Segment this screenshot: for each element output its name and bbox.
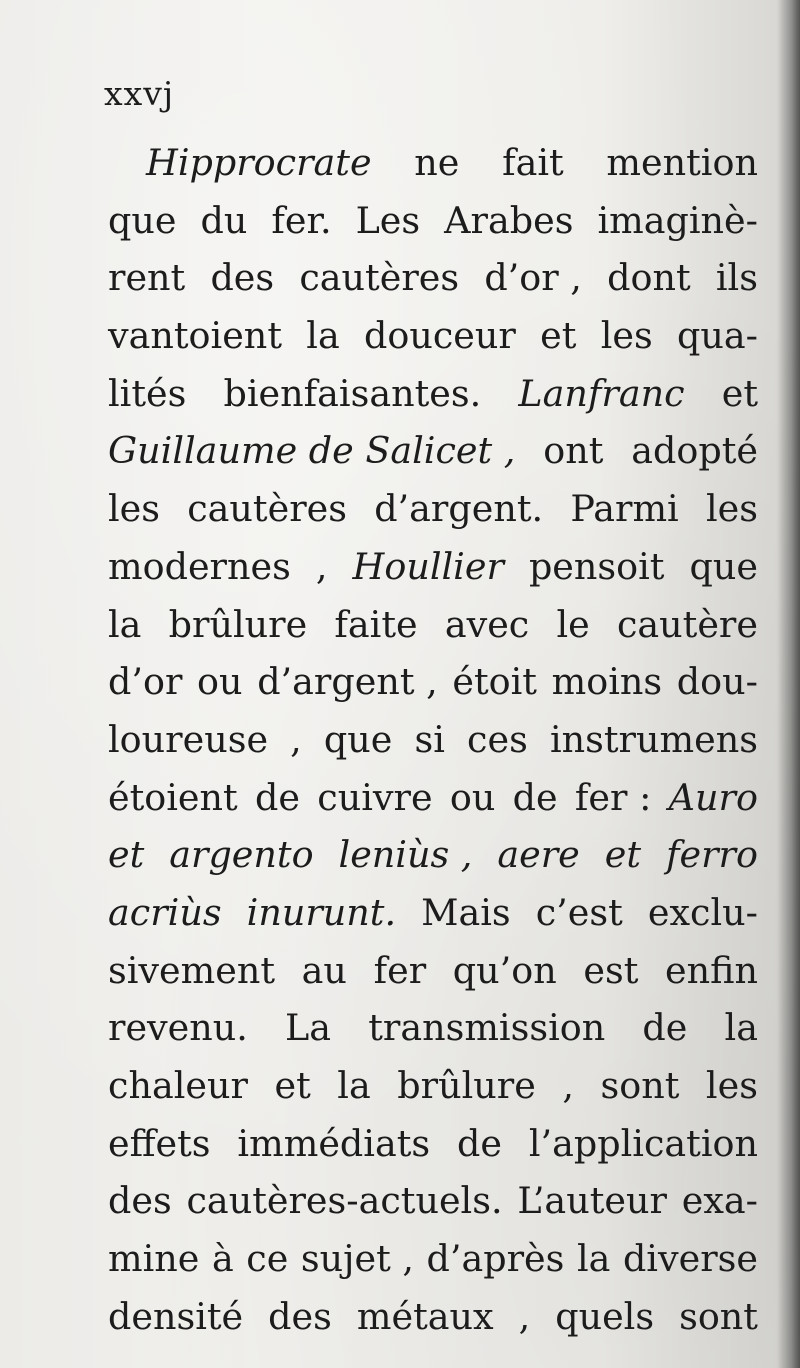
word: la <box>724 1006 758 1050</box>
word: est <box>583 948 639 992</box>
page-number: xxvj <box>104 74 175 113</box>
text-line <box>108 365 758 423</box>
word: d’argent , <box>257 660 438 704</box>
word: moins <box>551 660 663 704</box>
word: modernes <box>108 544 291 588</box>
word: dou- <box>676 660 758 704</box>
text-line <box>108 1172 758 1230</box>
italic-word: argento <box>169 833 314 877</box>
italic-word: inurunt. <box>246 890 397 934</box>
word: de <box>255 775 300 819</box>
word: chaleur <box>108 1064 248 1107</box>
word: c’est <box>535 890 623 934</box>
word: des <box>268 1294 332 1338</box>
italic-word: Houllier <box>352 544 504 588</box>
text-line <box>108 942 758 1000</box>
word: métaux <box>356 1294 494 1338</box>
word: les <box>705 1064 758 1107</box>
word: faite <box>334 602 418 646</box>
italic-word: aere <box>497 833 580 877</box>
word: fer. <box>271 198 332 242</box>
text-line <box>108 422 758 480</box>
word: mine <box>108 1237 200 1281</box>
word: quels <box>555 1294 655 1338</box>
word: sujet , <box>300 1237 414 1281</box>
word: l’application <box>528 1121 758 1165</box>
word: instrumens <box>549 717 758 761</box>
word: ils <box>715 256 758 300</box>
word: étoit <box>452 660 537 704</box>
word: le <box>556 602 590 646</box>
word: de <box>642 1006 688 1050</box>
word: adopté <box>631 429 758 473</box>
word: avec <box>444 602 530 646</box>
word: diverse <box>622 1237 758 1281</box>
word: des <box>210 256 275 300</box>
page-edge-shadow <box>778 0 800 1368</box>
word: sont <box>679 1294 758 1338</box>
italic-word: Guillaume de Salicet , <box>108 429 516 473</box>
italic-word: Auro <box>668 775 758 819</box>
word: Parmi <box>570 487 679 531</box>
word: revenu. <box>108 1006 248 1050</box>
word: , <box>518 1294 531 1338</box>
text-line <box>108 1230 758 1288</box>
word: les <box>108 487 161 531</box>
word: si <box>414 717 445 761</box>
word: les <box>600 314 653 358</box>
italic-word: ferro <box>665 833 758 877</box>
word: et <box>274 1064 311 1107</box>
text-line <box>108 769 758 827</box>
italic-word: Lanfranc <box>518 371 685 415</box>
word: enfin <box>665 948 758 992</box>
word: ne <box>414 141 460 184</box>
word: mention <box>606 141 758 184</box>
word: effets <box>108 1121 211 1165</box>
word: sont <box>600 1064 680 1107</box>
word: rent <box>108 256 186 300</box>
word: imaginè- <box>597 198 758 242</box>
word: fait <box>502 141 564 184</box>
word: brûlure <box>168 602 308 646</box>
word: ces <box>467 717 528 761</box>
word: que <box>323 717 393 761</box>
word: cautère <box>616 602 758 646</box>
word: au <box>301 948 347 992</box>
text-line <box>108 192 758 250</box>
word: qua- <box>676 314 758 358</box>
italic-word: leniùs , <box>338 833 473 877</box>
word: L’auteur <box>517 1179 667 1223</box>
text-line <box>108 653 758 711</box>
italic-word: et <box>108 833 145 877</box>
word: Les <box>355 198 421 242</box>
word: , <box>315 544 328 588</box>
word: ont <box>543 429 604 473</box>
word: ou <box>197 660 243 704</box>
word: que <box>108 198 177 242</box>
text-line <box>108 1057 758 1115</box>
word: bienfaisantes. <box>223 371 482 415</box>
italic-word: Hipprocrate <box>146 141 372 184</box>
text-line <box>108 596 758 654</box>
word: douceur <box>363 314 516 358</box>
word: La <box>285 1006 332 1050</box>
italic-word: et <box>604 833 642 877</box>
word: cautères <box>187 487 347 531</box>
text-line <box>108 307 758 365</box>
word: la <box>576 1237 611 1281</box>
text-line <box>108 134 758 192</box>
word: la <box>306 314 340 358</box>
word: cautères <box>299 256 460 300</box>
word: Mais <box>421 890 511 934</box>
text-line <box>108 826 758 884</box>
word: transmission <box>368 1006 606 1050</box>
text-line <box>108 1115 758 1173</box>
word: dont <box>607 256 691 300</box>
word: , <box>562 1064 574 1107</box>
word: ce <box>246 1237 289 1281</box>
text-line <box>108 999 758 1057</box>
word: de <box>512 775 558 819</box>
word: d’or , <box>484 256 582 300</box>
italic-word: acriùs <box>108 890 222 934</box>
word: d’or <box>108 660 183 704</box>
word: fer <box>373 948 427 992</box>
word: du <box>200 198 248 242</box>
text-line <box>108 538 758 596</box>
word: la <box>337 1064 371 1107</box>
word: la <box>108 602 142 646</box>
word: cuivre <box>317 775 433 819</box>
word: fer : <box>574 775 652 819</box>
text-line <box>108 1288 758 1346</box>
word: qu’on <box>452 948 557 992</box>
word: que <box>689 544 758 588</box>
word: et <box>540 314 577 358</box>
word: à <box>211 1237 234 1281</box>
word: exa- <box>681 1179 758 1223</box>
word: des <box>108 1179 172 1223</box>
text-line <box>108 480 758 538</box>
word: , <box>290 717 302 761</box>
word: étoient <box>108 775 238 819</box>
word: brûlure <box>397 1064 536 1107</box>
word: cautères-actuels. <box>186 1179 503 1223</box>
word: et <box>721 371 758 415</box>
word: pensoit <box>528 544 665 588</box>
word: vantoient <box>108 314 282 358</box>
word: loureuse <box>108 717 269 761</box>
word: densité <box>108 1294 244 1338</box>
word: exclu- <box>647 890 758 934</box>
text-line <box>108 711 758 769</box>
text-line <box>108 249 758 307</box>
word: d’après <box>426 1237 565 1281</box>
word: lités <box>108 371 187 415</box>
word: immédiats <box>237 1121 431 1165</box>
word: les <box>705 487 758 531</box>
text-line <box>108 884 758 942</box>
word: ou <box>449 775 496 819</box>
word: sivement <box>108 948 276 992</box>
body-text <box>108 134 758 1345</box>
word: de <box>457 1121 502 1165</box>
word: d’argent. <box>374 487 544 531</box>
word: Arabes <box>444 198 574 242</box>
